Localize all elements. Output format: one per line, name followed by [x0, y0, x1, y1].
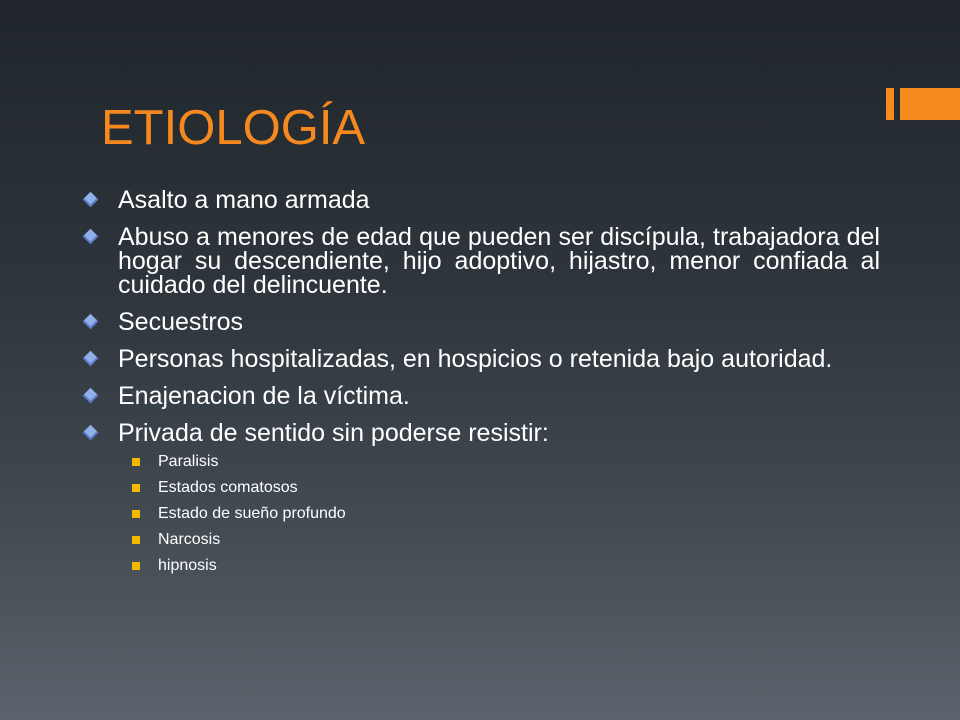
diamond-bullet-icon	[83, 425, 99, 441]
diamond-bullet-icon	[83, 351, 99, 367]
bullet-list	[80, 188, 880, 583]
square-bullet-icon	[132, 562, 140, 570]
sub-bullet-text: Paralisis	[158, 453, 219, 470]
bullet-text: Secuestros	[118, 308, 244, 336]
diamond-bullet-icon	[83, 229, 99, 245]
bullet-text: Enajenacion de la víctima.	[118, 382, 410, 410]
sub-bullet-item	[80, 453, 880, 471]
sub-bullet-item	[80, 531, 880, 549]
diamond-bullet-icon	[83, 314, 99, 330]
bullet-text: Asalto a mano armada	[118, 186, 370, 214]
accent-block	[900, 88, 960, 120]
accent-bar	[886, 88, 894, 120]
sub-bullet-text: Narcosis	[158, 531, 221, 548]
sub-bullet-list	[80, 453, 880, 575]
bullet-text: Abuso a menores de edad que pueden ser discípula, trabajadora del hogar su descendiente, hijo adoptivo, hijastro, menor confiada al cuidado del delincuente.	[118, 223, 880, 299]
bullet-item	[80, 310, 880, 334]
square-bullet-icon	[132, 536, 140, 544]
bullet-item	[80, 421, 880, 445]
sub-bullet-group	[80, 453, 880, 575]
sub-bullet-text: Estado de sueño profundo	[158, 505, 346, 522]
sub-bullet-item	[80, 479, 880, 497]
diamond-bullet-icon	[83, 192, 99, 208]
square-bullet-icon	[132, 484, 140, 492]
slide-title: ETIOLOGÍA	[101, 101, 366, 155]
square-bullet-icon	[132, 458, 140, 466]
sub-bullet-text: hipnosis	[158, 557, 217, 574]
bullet-item	[80, 188, 880, 212]
bullet-item	[80, 384, 880, 408]
bullet-item	[80, 225, 880, 297]
diamond-bullet-icon	[83, 388, 99, 404]
sub-bullet-text: Estados comatosos	[158, 479, 298, 496]
bullet-text: Privada de sentido sin poderse resistir:	[118, 419, 549, 447]
bullet-item	[80, 347, 880, 371]
bullet-text: Personas hospitalizadas, en hospicios o retenida bajo autoridad.	[118, 345, 833, 373]
sub-bullet-item	[80, 557, 880, 575]
sub-bullet-item	[80, 505, 880, 523]
square-bullet-icon	[132, 510, 140, 518]
